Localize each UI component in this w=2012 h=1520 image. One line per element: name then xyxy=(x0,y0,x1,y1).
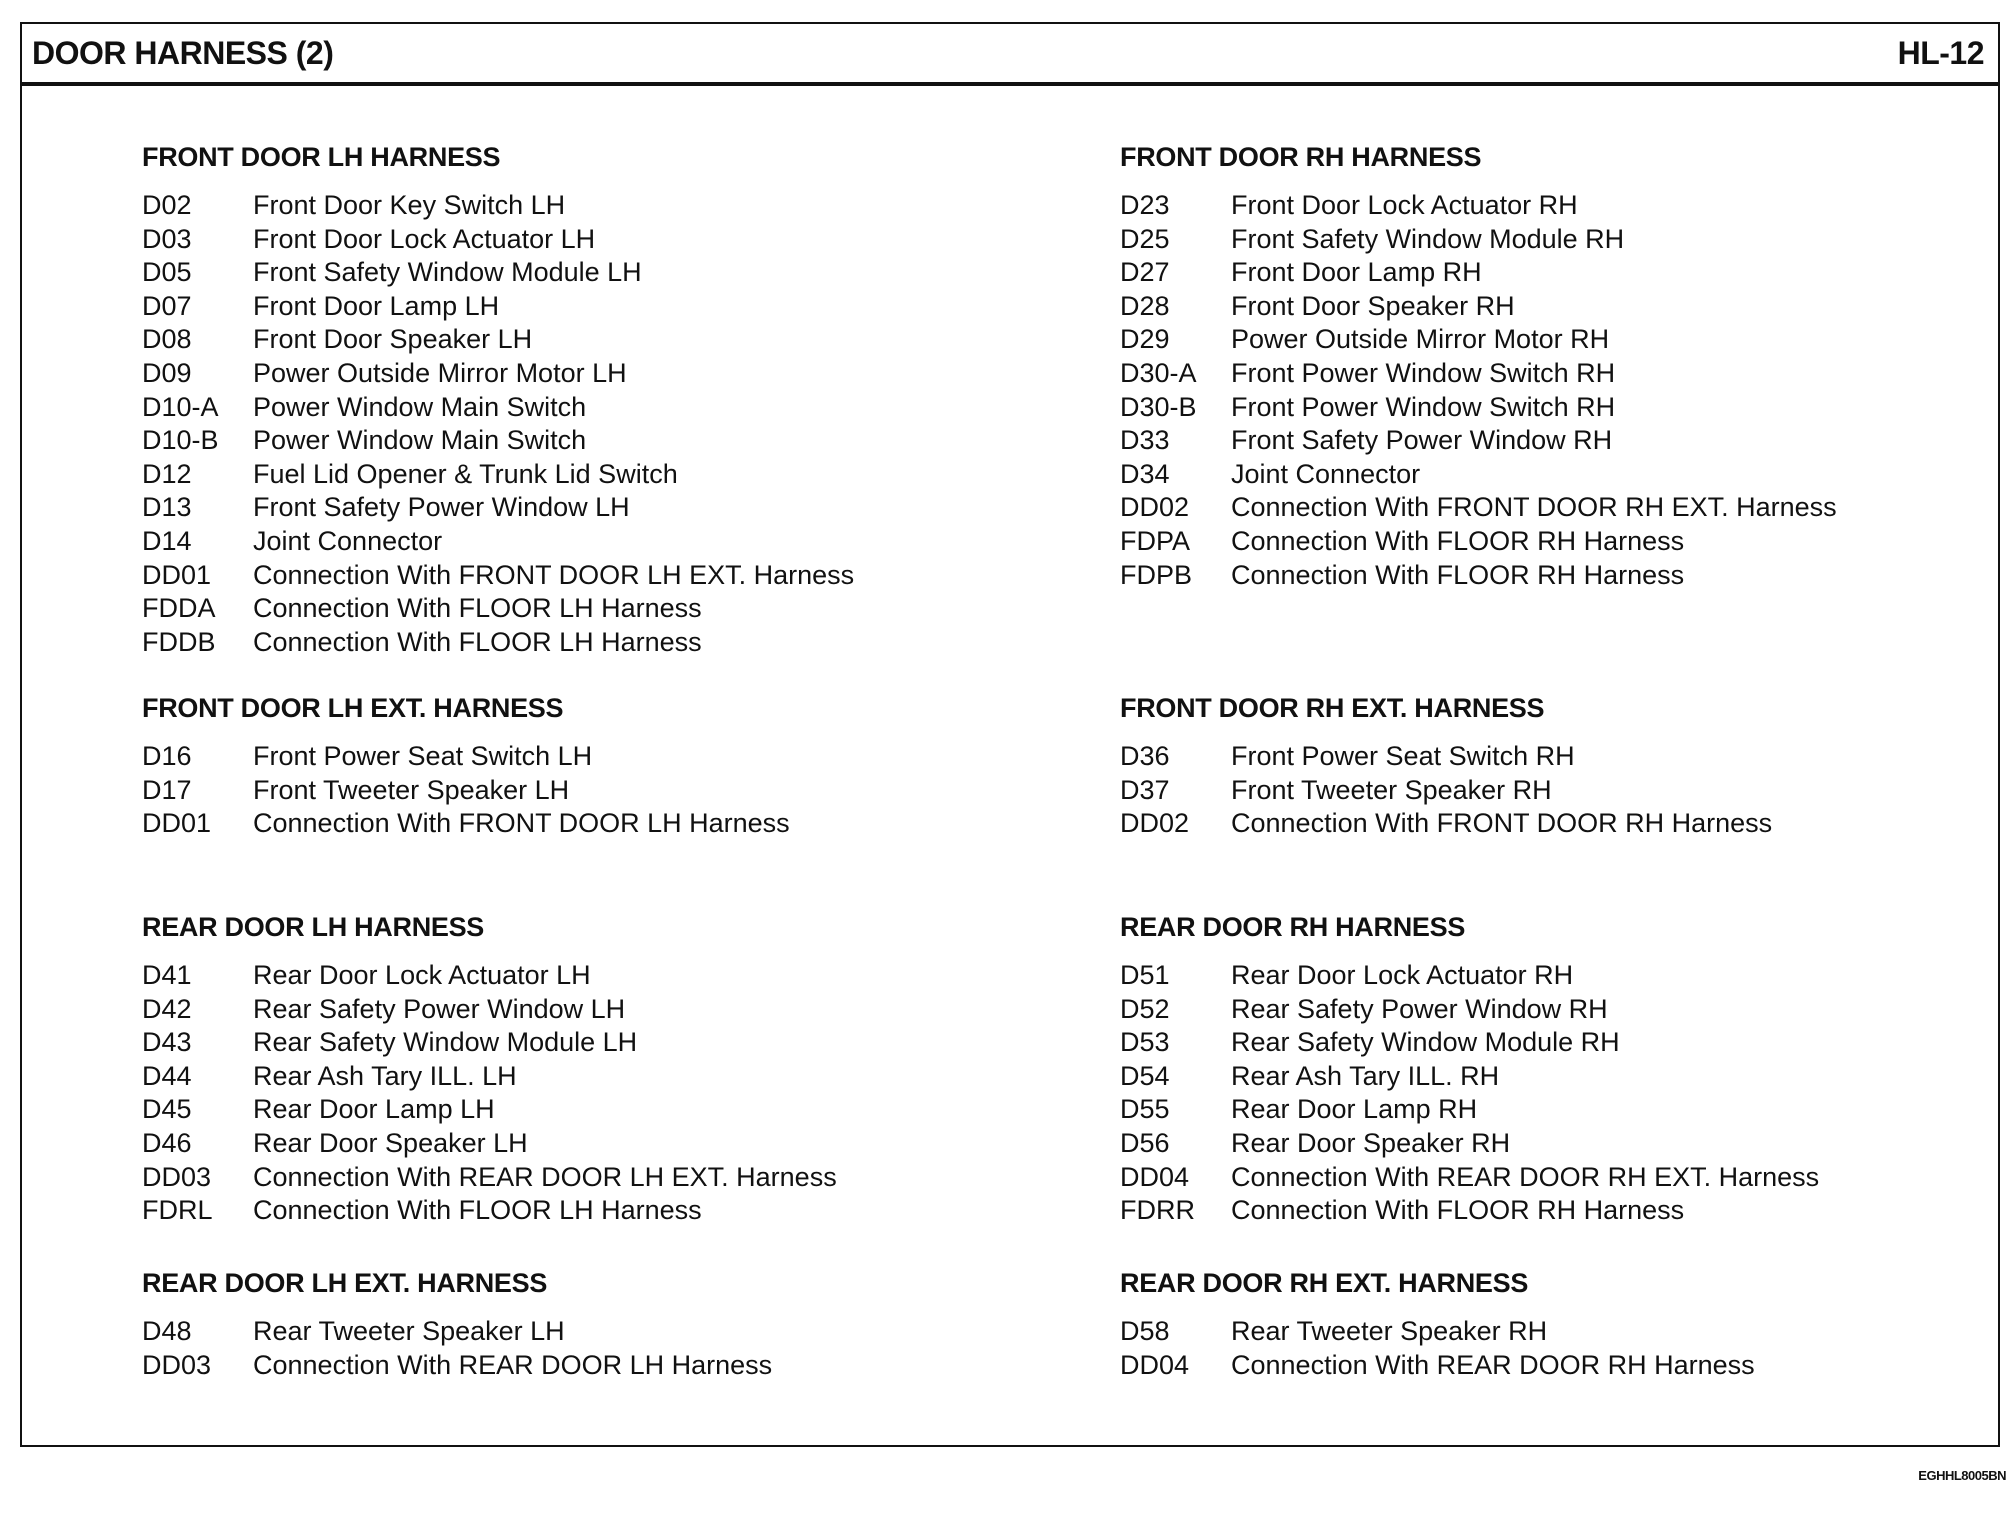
connector-row xyxy=(142,1194,1042,1228)
connector-list xyxy=(142,740,1042,841)
connector-code: D37 xyxy=(1120,774,1170,805)
connector-row xyxy=(142,491,1042,525)
connector-code: D13 xyxy=(142,492,192,523)
connector-description: Rear Tweeter Speaker LH xyxy=(253,1316,565,1346)
connector-row xyxy=(1120,1026,2012,1060)
connector-code: D34 xyxy=(1120,458,1170,489)
connector-description: Power Window Main Switch xyxy=(253,425,587,456)
page-title: DOOR HARNESS (2) xyxy=(32,34,334,71)
connector-code: D44 xyxy=(142,1060,192,1091)
connector-code: D54 xyxy=(1120,1060,1170,1091)
connector-description: Connection With REAR DOOR RH EXT. Harness xyxy=(1231,1161,1820,1192)
connector-description: Front Safety Window Module RH xyxy=(1231,223,1625,254)
connector-row xyxy=(142,1315,1042,1349)
connector-list xyxy=(1120,189,2012,592)
connector-description: Front Safety Power Window LH xyxy=(253,492,630,523)
connector-description: Rear Door Lock Actuator LH xyxy=(253,960,591,990)
connector-row xyxy=(142,458,1042,492)
connector-description: Connection With FLOOR RH Harness xyxy=(1231,559,1685,590)
connector-description: Front Tweeter Speaker LH xyxy=(253,774,570,805)
connector-code: D27 xyxy=(1120,257,1170,288)
connector-description: Connection With REAR DOOR LH EXT. Harness xyxy=(253,1161,837,1192)
section-title: REAR DOOR LH HARNESS xyxy=(142,912,485,942)
connector-description: Connection With REAR DOOR LH Harness xyxy=(253,1349,773,1380)
connector-row xyxy=(1120,491,2012,525)
connector-code: D16 xyxy=(142,741,192,771)
connector-code: D56 xyxy=(1120,1127,1170,1158)
connector-code: D14 xyxy=(142,525,192,556)
connector-description: Joint Connector xyxy=(1231,458,1421,489)
connector-row xyxy=(142,424,1042,458)
connector-code: DD01 xyxy=(142,808,212,839)
connector-description: Rear Ash Tary ILL. RH xyxy=(1231,1060,1500,1091)
connector-code: D36 xyxy=(1120,741,1170,771)
title-bar xyxy=(22,24,1998,86)
section-front-door-lh-ext xyxy=(142,692,1042,841)
connector-row xyxy=(1120,256,2012,290)
connector-list xyxy=(1120,959,2012,1228)
connector-row xyxy=(142,1093,1042,1127)
connector-description: Rear Safety Power Window LH xyxy=(253,993,626,1024)
connector-code: D10-A xyxy=(142,391,219,422)
section-rear-door-lh xyxy=(142,911,1042,1228)
connector-row xyxy=(1120,223,2012,257)
connector-code: DD04 xyxy=(1120,1349,1190,1380)
connector-description: Front Safety Window Module LH xyxy=(253,257,642,288)
connector-code: D28 xyxy=(1120,290,1170,321)
connector-description: Front Door Lock Actuator RH xyxy=(1231,190,1578,220)
connector-code: D08 xyxy=(142,324,192,355)
connector-code: D30-B xyxy=(1120,391,1197,422)
connector-row xyxy=(1120,559,2012,593)
connector-code: DD03 xyxy=(142,1349,212,1380)
connector-code: D42 xyxy=(142,993,192,1024)
section-rear-door-rh-ext xyxy=(1120,1267,2012,1382)
connector-code: D05 xyxy=(142,257,192,288)
connector-description: Front Door Key Switch LH xyxy=(253,190,566,220)
section-front-door-lh xyxy=(142,141,1042,659)
connector-code: DD02 xyxy=(1120,808,1190,839)
connector-row xyxy=(142,592,1042,626)
connector-row xyxy=(1120,1060,2012,1094)
connector-row xyxy=(1120,525,2012,559)
connector-code: FDPB xyxy=(1120,559,1193,590)
connector-description: Connection With FLOOR RH Harness xyxy=(1231,525,1685,556)
connector-code: D52 xyxy=(1120,993,1170,1024)
connector-description: Joint Connector xyxy=(253,525,443,556)
connector-list xyxy=(142,1315,1042,1382)
connector-description: Connection With FLOOR LH Harness xyxy=(253,626,702,657)
section-front-door-rh-ext xyxy=(1120,692,2012,841)
connector-code: D53 xyxy=(1120,1027,1170,1058)
connector-row xyxy=(142,525,1042,559)
connector-description: Fuel Lid Opener & Trunk Lid Switch xyxy=(253,458,678,489)
connector-code: D12 xyxy=(142,458,192,489)
connector-description: Rear Door Lamp RH xyxy=(1231,1094,1478,1125)
connector-description: Rear Door Lock Actuator RH xyxy=(1231,960,1574,990)
connector-description: Front Power Window Switch RH xyxy=(1231,391,1616,422)
connector-row xyxy=(142,1161,1042,1195)
section-title: REAR DOOR LH EXT. HARNESS xyxy=(142,1268,548,1298)
connector-description: Connection With FRONT DOOR LH EXT. Harness xyxy=(253,559,855,590)
connector-code: D48 xyxy=(142,1316,192,1346)
connector-code: D29 xyxy=(1120,324,1170,355)
connector-list xyxy=(142,959,1042,1228)
connector-code: D23 xyxy=(1120,190,1170,220)
connector-row xyxy=(1120,391,2012,425)
connector-description: Front Power Seat Switch RH xyxy=(1231,741,1575,771)
connector-code: D25 xyxy=(1120,223,1170,254)
connector-code: D03 xyxy=(142,223,192,254)
connector-row xyxy=(1120,357,2012,391)
section-rear-door-lh-ext xyxy=(142,1267,1042,1382)
connector-row xyxy=(1120,189,2012,223)
connector-description: Connection With FLOOR RH Harness xyxy=(1231,1195,1685,1226)
connector-code: FDDA xyxy=(142,593,216,624)
connector-code: D10-B xyxy=(142,425,219,456)
image-code: EGHHL8005BN xyxy=(1918,1468,2006,1483)
connector-code: D02 xyxy=(142,190,192,220)
connector-code: DD01 xyxy=(142,559,212,590)
connector-description: Front Door Lock Actuator LH xyxy=(253,223,596,254)
connector-row xyxy=(1120,1194,2012,1228)
connector-description: Front Door Lamp LH xyxy=(253,290,500,321)
connector-code: D07 xyxy=(142,290,192,321)
connector-description: Front Power Seat Switch LH xyxy=(253,741,593,771)
connector-row xyxy=(1120,740,2012,774)
connector-code: FDRL xyxy=(142,1195,213,1226)
connector-row xyxy=(142,740,1042,774)
connector-description: Rear Door Speaker LH xyxy=(253,1127,528,1158)
connector-code: D45 xyxy=(142,1094,192,1125)
connector-row xyxy=(1120,774,2012,808)
connector-list xyxy=(142,189,1042,659)
connector-row xyxy=(142,189,1042,223)
connector-description: Rear Safety Window Module RH xyxy=(1231,1027,1620,1058)
connector-description: Front Door Speaker RH xyxy=(1231,290,1515,321)
connector-description: Power Outside Mirror Motor RH xyxy=(1231,324,1610,355)
connector-code: DD02 xyxy=(1120,492,1190,523)
connector-code: D43 xyxy=(142,1027,192,1058)
connector-description: Front Door Lamp RH xyxy=(1231,257,1482,288)
connector-description: Front Tweeter Speaker RH xyxy=(1231,774,1552,805)
connector-code: D55 xyxy=(1120,1094,1170,1125)
connector-row xyxy=(142,357,1042,391)
connector-row xyxy=(142,290,1042,324)
connector-code: D09 xyxy=(142,357,192,388)
connector-row xyxy=(142,223,1042,257)
connector-row xyxy=(1120,807,2012,841)
section-rear-door-rh xyxy=(1120,911,2012,1228)
connector-row xyxy=(142,1060,1042,1094)
connector-row xyxy=(142,391,1042,425)
connector-row xyxy=(142,807,1042,841)
connector-row xyxy=(1120,1161,2012,1195)
section-front-door-rh xyxy=(1120,141,2012,592)
section-title: FRONT DOOR RH HARNESS xyxy=(1120,142,1482,172)
connector-row xyxy=(1120,1315,2012,1349)
connector-row xyxy=(142,559,1042,593)
connector-description: Connection With REAR DOOR RH Harness xyxy=(1231,1349,1755,1380)
connector-row xyxy=(142,959,1042,993)
page-code: HL-12 xyxy=(1897,34,1984,71)
connector-row xyxy=(1120,424,2012,458)
connector-row xyxy=(1120,323,2012,357)
connector-code: DD03 xyxy=(142,1161,212,1192)
connector-row xyxy=(142,993,1042,1027)
section-title: FRONT DOOR RH EXT. HARNESS xyxy=(1120,693,1545,723)
connector-list xyxy=(1120,1315,2012,1382)
connector-code: D17 xyxy=(142,774,192,805)
connector-description: Front Safety Power Window RH xyxy=(1231,425,1613,456)
connector-row xyxy=(1120,993,2012,1027)
connector-code: D58 xyxy=(1120,1316,1170,1346)
section-title: FRONT DOOR LH HARNESS xyxy=(142,142,501,172)
section-title: FRONT DOOR LH EXT. HARNESS xyxy=(142,693,564,723)
connector-description: Rear Safety Power Window RH xyxy=(1231,993,1608,1024)
connector-description: Rear Door Lamp LH xyxy=(253,1094,495,1125)
connector-row xyxy=(1120,1093,2012,1127)
section-title: REAR DOOR RH HARNESS xyxy=(1120,912,1466,942)
connector-row xyxy=(142,323,1042,357)
connector-description: Connection With FLOOR LH Harness xyxy=(253,593,702,624)
connector-row xyxy=(1120,290,2012,324)
document-frame xyxy=(20,22,2000,1447)
connector-row xyxy=(142,774,1042,808)
connector-row xyxy=(142,1349,1042,1383)
connector-code: D33 xyxy=(1120,425,1170,456)
connector-code: D41 xyxy=(142,960,192,990)
connector-description: Front Door Speaker LH xyxy=(253,324,533,355)
connector-description: Rear Ash Tary ILL. LH xyxy=(253,1060,517,1091)
connector-code: FDPA xyxy=(1120,525,1191,556)
connector-description: Rear Door Speaker RH xyxy=(1231,1127,1511,1158)
connector-row xyxy=(142,1127,1042,1161)
connector-description: Connection With FRONT DOOR LH Harness xyxy=(253,808,790,839)
connector-description: Power Window Main Switch xyxy=(253,391,587,422)
connector-row xyxy=(142,1026,1042,1060)
connector-code: D30-A xyxy=(1120,357,1197,388)
connector-description: Rear Safety Window Module LH xyxy=(253,1027,638,1058)
connector-row xyxy=(1120,458,2012,492)
connector-description: Connection With FRONT DOOR RH Harness xyxy=(1231,808,1773,839)
connector-row xyxy=(1120,1127,2012,1161)
connector-description: Power Outside Mirror Motor LH xyxy=(253,357,627,388)
section-title: REAR DOOR RH EXT. HARNESS xyxy=(1120,1268,1529,1298)
connector-description: Connection With FRONT DOOR RH EXT. Harness xyxy=(1231,492,1837,523)
connector-row xyxy=(1120,959,2012,993)
connector-code: D51 xyxy=(1120,960,1170,990)
connector-description: Front Power Window Switch RH xyxy=(1231,357,1616,388)
connector-code: DD04 xyxy=(1120,1161,1190,1192)
connector-description: Rear Tweeter Speaker RH xyxy=(1231,1316,1548,1346)
connector-list xyxy=(1120,740,2012,841)
connector-description: Connection With FLOOR LH Harness xyxy=(253,1195,702,1226)
connector-row xyxy=(1120,1349,2012,1383)
connector-code: FDDB xyxy=(142,626,216,657)
connector-code: FDRR xyxy=(1120,1195,1195,1226)
connector-row xyxy=(142,256,1042,290)
connector-row xyxy=(142,626,1042,660)
connector-code: D46 xyxy=(142,1127,192,1158)
